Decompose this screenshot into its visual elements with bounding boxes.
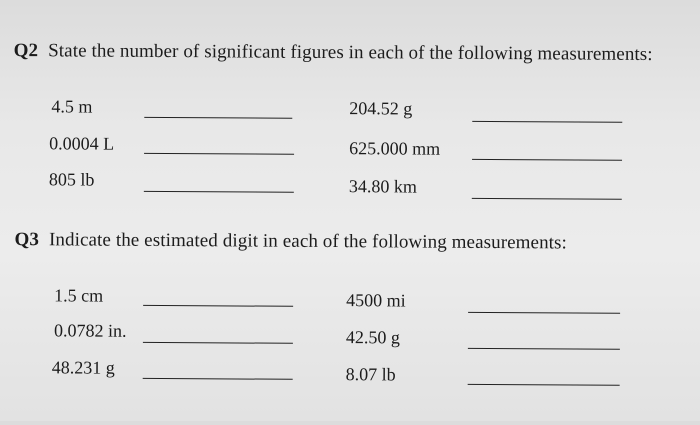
q2-answer-line-3[interactable] (144, 191, 294, 193)
q2-measurement-5: 625.000 mm (349, 138, 441, 159)
q3-answer-line-6[interactable] (468, 384, 620, 386)
q3-answer-line-5[interactable] (468, 348, 620, 350)
q2-measurement-2: 0.0004 L (49, 133, 115, 154)
q3-measurement-1: 1.5 cm (54, 285, 104, 306)
q2-heading (14, 40, 653, 66)
q2-measurement-1: 4.5 m (51, 96, 93, 117)
q2-answer-line-6[interactable] (472, 198, 622, 200)
q2-text: State the number of significant figures in each of the following measurements: (48, 40, 653, 65)
q2-measurement-3: 805 lb (48, 169, 95, 190)
q3-answer-line-2[interactable] (143, 342, 293, 344)
q2-answer-line-5[interactable] (472, 159, 622, 161)
q2-answer-line-4[interactable] (472, 121, 622, 123)
q2-measurement-4: 204.52 g (349, 98, 413, 119)
q2-answer-line-2[interactable] (144, 153, 294, 155)
q2-number: Q2 (13, 40, 39, 62)
q3-number: Q3 (14, 229, 40, 251)
q3-heading (14, 229, 567, 254)
q3-measurement-2: 0.0782 in. (53, 320, 127, 341)
q3-answer-line-3[interactable] (143, 378, 293, 380)
q2-answer-line-1[interactable] (144, 117, 292, 119)
q3-measurement-5: 42.50 g (345, 327, 401, 348)
q3-measurement-6: 8.07 lb (345, 364, 396, 385)
q3-measurement-4: 4500 mi (346, 290, 406, 311)
q3-measurement-3: 48.231 g (51, 357, 115, 378)
q3-answer-line-4[interactable] (468, 312, 620, 314)
q3-answer-line-1[interactable] (143, 305, 293, 307)
q3-text: Indicate the estimated digit in each of the following measurements: (48, 229, 568, 254)
q2-measurement-6: 34.80 km (348, 176, 417, 197)
